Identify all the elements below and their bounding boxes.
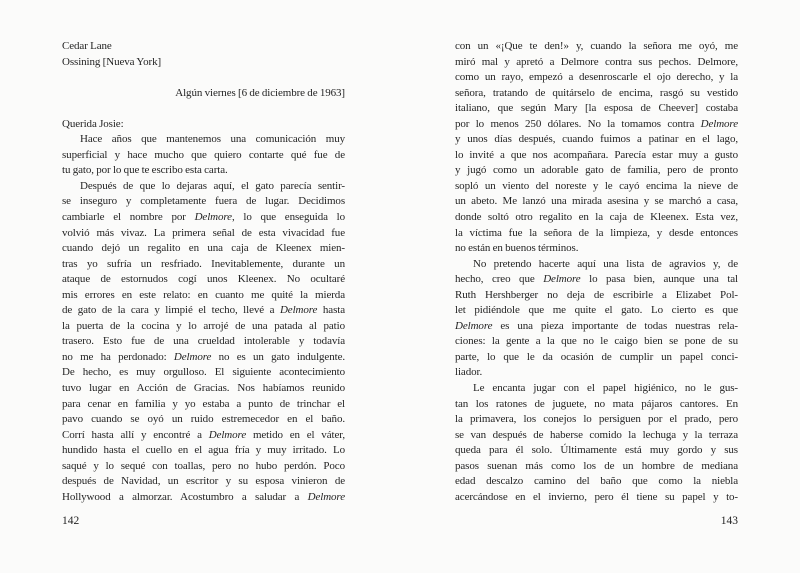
text-line: parte, lo que le da ocasión de cumplir un papel conci- [455, 350, 738, 363]
page-body [62, 39, 345, 505]
text-line: Corrí hasta allí y encontré a Delmore metido en el váter, [62, 428, 345, 441]
text-line: después de Navidad, un escritor y su esposa vinieron de [62, 475, 345, 488]
text-line: ciones: la gente a la que no le caigo bien se pone de su [455, 335, 738, 348]
text-line: let pidiéndole que me quite el gato. Lo cierto es que [455, 304, 738, 317]
text-line: como un rayo, empezó a desenroscarle el ojo derecho, y la [455, 71, 738, 84]
text-line: hecho, creo que Delmore lo pasa bien, aunque una tal [455, 273, 739, 286]
text-line: se inseguro y completamente fuera de lugar. Decidimos [62, 195, 345, 208]
text-line: la puerta de la cocina y lo arrojé de una patada al patio [62, 319, 345, 332]
text-line: con un «¡Que te den!» y, cuando la señora me oyó, me [455, 40, 738, 52]
text-line: saqué y lo sequé con toallas, pero no hubo perdón. Poco [62, 459, 345, 472]
page-right [400, 0, 800, 573]
text-line: ataque de estornudos cogí unos Kleenex. No ocultaré [62, 273, 345, 286]
text-line: pasos suenan más como los de un hombre de mediana [455, 459, 738, 472]
blank-line [62, 101, 345, 117]
text-line: donde soltó otro regalito en la caja de Kleenex. Esta vez, [455, 211, 738, 224]
date-line: Algún viernes [6 de diciembre de 1963] [175, 86, 345, 99]
text-line: No pretendo hacerte aquí una lista de agravios y, de [473, 257, 738, 270]
text-line: edad descalzo camino del baño que como la niebla [455, 475, 738, 488]
text-line: tuvo lugar en Acción de Gracias. Nos habíamos reunido [62, 382, 345, 395]
text-line: por lo menos 250 dólares. No la tomamos contra Delmore [455, 117, 738, 130]
text-line: trasero. Esto fue de una crueldad intolerable y todavía [62, 335, 345, 348]
text-line: tan los ratones de juguete, no mata pájaros cantores. En [455, 397, 738, 410]
text-line: tras yo sufría un resfriado. Inevitablemente, durante un [62, 257, 345, 270]
text-line: Hace años que mantenemos una comunicación muy [80, 133, 345, 146]
text-line: Ruth Hershberger no deja de escribirle a Elizabet Pol- [455, 288, 738, 301]
text-line: miró mal y apretó a Delmore contra sus pechos. Delmore, [455, 55, 738, 68]
text-line: Después de que lo dejaras aquí, el gato parecía sentir- [80, 179, 345, 192]
text-line: la primavera, los conejos lo persiguen por el prado, pero [455, 413, 738, 426]
text-line: se van después de haberse comido la lechuga y la terraza [455, 428, 738, 441]
text-line: De hecho, es muy orgulloso. El siguiente acontecimiento [62, 366, 345, 379]
salutation-line: Querida Josie: [62, 117, 124, 130]
text-line: mis errores en este relato: en cuanto me quité la mierda [62, 288, 345, 301]
text-line: señora, tratando de quitárselo de encima, rasgó su vestido [455, 86, 738, 99]
text-line: italiano, que según Mary [la esposa de Cheever] costaba [455, 102, 738, 115]
text-line: pavo cuando se oyó un ruido estremecedor en el baño. [62, 413, 345, 426]
text-line: la víctima fue la señora de la limpieza, y desde entonces [455, 226, 738, 239]
text-line: tu gato, por lo que te escribo esta carta. [62, 164, 228, 177]
text-line: lo invité a que nos acompañara. Parecía estar muy a gusto [455, 148, 738, 161]
text-line: superficial y hace mucho que quiero contarte qué fue de [62, 148, 345, 161]
text-line: volvió más vivaz. La primera señal de esta vivacidad fue [62, 226, 345, 239]
page-number: 143 [720, 515, 738, 527]
address-line: Cedar Lane [62, 40, 112, 52]
text-line: de gato de la cara y limpié el techo, llevé a Delmore hasta [62, 304, 346, 317]
text-line: queda para él solo. Últimamente está muy gordo y sus [455, 444, 738, 457]
text-line: cambiarle el nombre por Delmore, lo que enseguida lo [62, 211, 345, 224]
page-body [455, 39, 738, 505]
text-line: no me ha perdonado: Delmore no es un gato indulgente. [62, 350, 346, 363]
page-number: 142 [62, 515, 80, 527]
text-line: un abeto. Me lanzó una mirada asesina y se marchó a casa, [455, 195, 738, 208]
text-line: acercándose en el invierno, pero él tiene su papel y to- [455, 490, 738, 503]
text-line: hundido hasta el cuello en el agua fría y muy irritado. Lo [62, 444, 345, 457]
address-line: Ossining [Nueva York] [62, 55, 162, 68]
text-line: no están en buenos términos. [455, 242, 579, 255]
text-line: y unos días después, cuando fuimos a patinar en el lago, [455, 133, 738, 146]
text-line: Hollywood a almorzar. Acostumbro a saludar a Delmore [62, 490, 345, 503]
text-line: y jugó como un adorable gato de familia, pero de pronto [455, 164, 738, 177]
text-line: sopló un viento del noreste y le cayó encima la nieve de [455, 179, 738, 192]
blank-line [62, 70, 345, 86]
text-line: liador. [455, 366, 483, 379]
text-line: Delmore es una pieza importante de todas nuestras rela- [455, 319, 738, 332]
text-line: para cenar en familia y yo estaba a punto de trinchar el [62, 397, 345, 410]
text-line: cuando dejó un regalito en una caja de Kleenex mien- [62, 242, 345, 255]
text-line: Le encanta jugar con el papel higiénico, no le gus- [473, 382, 738, 395]
